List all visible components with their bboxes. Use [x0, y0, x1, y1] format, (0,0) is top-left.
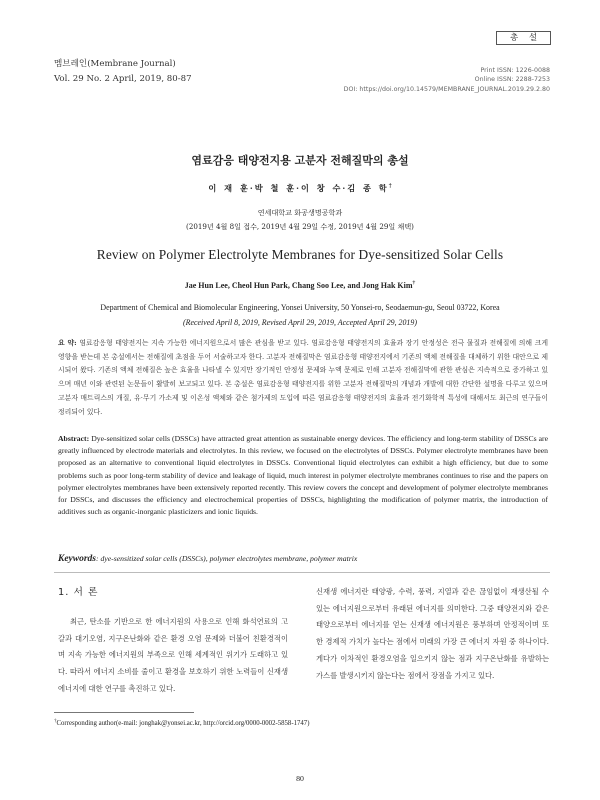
korean-author-list: 이 재 훈·박 철 훈·이 창 수·김 종 학 — [208, 183, 389, 193]
volume-line: Vol. 29 No. 2 April, 2019, 80-87 — [54, 74, 192, 84]
body-column-left: 최근, 탄소를 기반으로 한 에너지원의 사용으로 인해 화석연료의 고갈과 대기오염, 지구온난화와 같은 환경 오염 문제와 더불어 친환경적이며 지속 가능한 에너지원의 부족으로 인해 세계적인 위기가 도래하고 있다. 따라서 에너지 소비를 줄이고 환경을 보호하기 위한 노력들이 신재생 에너지에 대한 연구를 촉진하고 있다. — [58, 617, 288, 693]
korean-abstract-label: 요 약: — [58, 339, 77, 347]
english-abstract-label: Abstract: — [58, 434, 90, 443]
keywords-text: : dye-sensitized solar cells (DSSCs), polymer electrolytes membrane, polymer matrix — [96, 554, 358, 563]
korean-abstract — [58, 337, 548, 419]
english-corresponding-mark: † — [412, 280, 416, 286]
korean-abstract-text: 염료감응형 태양전지는 지속 가능한 에너지원으로서 많은 관심을 받고 있다. 염료감응형 태양전지의 효율과 장기 안정성은 전극 물질과 전해질에 의해 크게 영향을 받는데 본 총설에서는 전해질에 초점을 두어 서술하고자 한다. 고분자 전해질막은 염료감응형 태양전지에서 기존의 액체 전해질을 대체하기 위한 대안으로 제시되어 왔다. 기존의 액체 전해질은 높은 효율을 나타낼 수 있지만 장기적인 안정성 문제와 누액 문제로 인해 고분자 전해질막에 관한 관심은 지속적으로 증가하고 있으며 매년 이와 관련된 논문들이 활발히 보고되고 있다. 본 총설은 염료감응형 태양전지를 위한 고분자 전해질막의 개념과 개발에 대한 간단한 설명을 다루고 있으며 고분자 매트릭스의 개질, 유·무기 가소제 및 이온성 액체와 같은 첨가제의 도입에 따른 염료감응형 태양전지의 효율과 전기화학적 특성에 대해서도 최근의 연구들이 정리되어 있다. — [58, 339, 549, 416]
korean-corresponding-mark: † — [388, 183, 392, 189]
footnote-divider — [54, 712, 194, 713]
footnote-mark: † — [54, 719, 57, 724]
keywords-label: Keywords — [58, 554, 96, 564]
korean-affiliation: 연세대학교 화공생명공학과 — [257, 208, 343, 217]
keywords — [58, 554, 548, 564]
korean-authors — [0, 183, 600, 194]
section-divider — [54, 572, 550, 573]
english-abstract-text: Dye-sensitized solar cells (DSSCs) have attracted great attention as sustainable energy devices. The efficiency and long-term stability of DSSCs are greatly influenced by electrode materials and electrolytes. In this review, we focused on the electrolytes of DSSCs. Polymer electrolyte membranes have been proposed as an alternative to conventional liquid electrolytes in DSSCs. Conventional liquid electrolytes can exhibit a high efficiency, but due to some problems such as poor long-term stability of device and leakage of liquid, much interest in polymer electrolyte membranes continues to rise and the papers on polymer electrolytes membranes have been extensively reported recently. This review covers the concept and development of polymer electrolyte membranes for DSSCs, and discusses the efficiency and electrochemical properties of DSSCs, highlighting the modification of polymer matrix, the introduction of additives such as organic-inorganic plasticizers and ionic liquids. — [58, 434, 548, 517]
korean-dates: (2019년 4월 8일 접수, 2019년 4월 29일 수정, 2019년 4월 29일 채택) — [186, 222, 414, 231]
footnote-text: Corresponding author(e-mail: jonghak@yonsei.ac.kr, http://orcid.org/0000-0002-5858-1747) — [56, 720, 310, 727]
footnote — [54, 719, 309, 727]
english-affiliation: Department of Chemical and Biomolecular Engineering, Yonsei University, 50 Yonsei-ro, Seodaemun-gu, Seoul 03722, Korea — [100, 303, 500, 312]
section-heading: 1. 서 론 — [58, 587, 99, 598]
online-issn: Online ISSN: 2288-7253 — [474, 76, 550, 84]
english-authors — [0, 280, 600, 290]
page-number: 80 — [296, 774, 304, 783]
english-author-list: Jae Hun Lee, Cheol Hun Park, Chang Soo Lee, and Jong Hak Kim — [184, 281, 413, 290]
english-abstract — [58, 433, 548, 518]
print-issn: Print ISSN: 1226-0088 — [480, 67, 550, 74]
journal-header — [54, 57, 192, 87]
doi-link[interactable]: DOI: https://doi.org/10.14579/MEMBRANE_JOURNAL.2019.29.2.80 — [343, 85, 550, 93]
journal-name: 멤브레인(Membrane Journal) — [54, 59, 176, 69]
issn-block — [344, 66, 550, 94]
english-title: Review on Polymer Electrolyte Membranes for Dye-sensitized Solar Cells — [96, 247, 504, 262]
body-column-right: 신재생 에너지란 태양광, 수력, 풍력, 지열과 같은 끊임없이 재생산될 수 있는 에너지원으로부터 유래된 에너지를 의미한다. 그중 태양전지와 같은 태양으로부터 에너지를 얻는 신재생 에너지원은 풍부하며 안정적이며 또한 경제적 가치가 높다는 점에서 미래의 가장 큰 에너지 자원 중 하나이다. 게다가 이차적인 환경오염을 일으키지 않는 점과 지구온난화를 유발하는 가스를 발생시키지 않는다는 점에서 장점을 가지고 있다. — [316, 587, 549, 680]
article-type-badge: 총 설 — [496, 31, 551, 45]
korean-title: 염료감응 태양전지용 고분자 전해질막의 총설 — [191, 154, 409, 167]
english-dates: (Received April 8, 2019, Revised April 29, 2019, Accepted April 29, 2019) — [183, 318, 417, 327]
